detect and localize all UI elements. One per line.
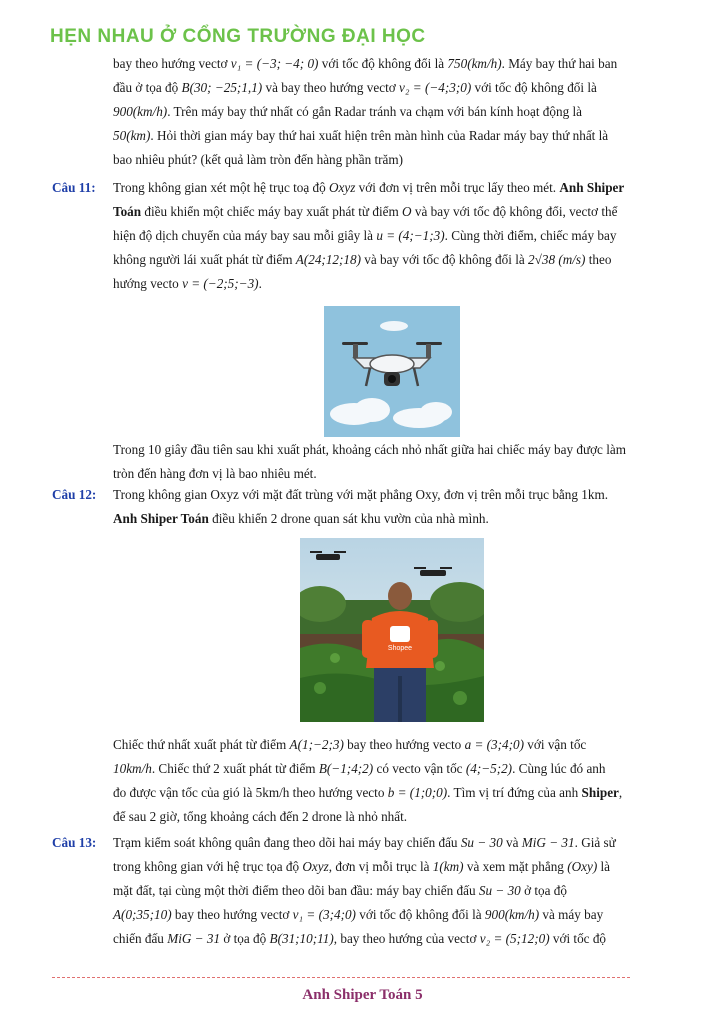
intro-line-1: bay theo hướng vectơ v₁ = (−3; −4; 0) với tốc độ không đổi là 750(km/h). Máy bay thứ hai ban (113, 56, 618, 71)
shirt-brand-text: Shopee (387, 645, 413, 652)
question-12-text: Trong không gian Oxyz với mặt đất trùng với mặt phẳng Oxy, đơn vị trên mỗi trục bằng 1km. Anh Shiper Toán điều khiển 2 drone quan sát khu vườn của nhà mình. (113, 487, 609, 526)
intro-line-4: 50(km). Hỏi thời gian máy bay thứ hai xuất hiện trên màn hình của Radar máy bay thứ nhất là (113, 128, 609, 143)
garden-drone-photo-svg (300, 538, 484, 722)
page-header-title: HẸN NHAU Ở CỔNG TRƯỜNG ĐẠI HỌC (50, 26, 426, 47)
drone-illustration-svg (324, 306, 460, 437)
intro-paragraph (113, 52, 672, 172)
question-12-body: Chiếc thứ nhất xuất phát từ điểm A(1;−2;3) bay theo hướng vecto a = (3;4;0) với vận tốc 10km/h. Chiếc thứ 2 xuất phát từ điểm B(−1;4;2) có vecto vận tốc (4;−5;2). Cùng lúc đó anh đo được vận tốc của gió là 5km/h theo hướng vecto b = (1;0;0). Tìm vị trí đứng của anh Shiper, để sau 2 giờ, tổng khoảng cách đến 2 drone là nhỏ nhất. (113, 737, 623, 824)
footer-title: Anh Shiper Toán 5 (302, 987, 423, 1003)
intro-line-5: bao nhiêu phút? (kết quả làm tròn đến hàng phần trăm) (113, 152, 404, 167)
footer-divider (52, 977, 630, 978)
question-12-label: Câu 12: (52, 487, 97, 502)
question-11-label: Câu 11: (52, 180, 96, 195)
intro-line-3: 900(km/h). Trên máy bay thứ nhất có gắn Radar tránh va chạm với bán kính hoạt động là (113, 104, 582, 119)
intro-line-2: đầu ở tọa độ B(30; −25;1,1) và bay theo hướng vectơ v₂ = (−4;3;0) với tốc độ không đổi là (113, 80, 597, 95)
question-13-label: Câu 13: (52, 835, 97, 850)
question-13-text: Trạm kiểm soát không quân đang theo dõi hai máy bay chiến đấu Su − 30 và MiG − 31. Giả sử trong không gian với hệ trục tọa độ Oxyz, đơn vị mỗi trục là 1(km) và xem mặt phẳng (Oxy) là mặt đất, tại cùng một thời điểm theo dõi ban đầu: máy bay chiến đấu Su − 30 ở tọa độ A(0;35;10) bay theo hướng vectơ v₁ = (3;4;0) với tốc độ không đổi là 900(km/h) và máy bay chiến đấu MiG − 31 ở tọa độ B(31;10;11), bay theo hướng của vectơ v₂ = (5;12;0) với tốc độ (113, 835, 616, 946)
drone-illustration (324, 306, 460, 437)
garden-drone-photo (300, 538, 484, 722)
question-11-text: Trong không gian xét một hệ trục toạ độ Oxyz với đơn vị trên mỗi trục lấy theo mét. Anh Shiper Toán điều khiển một chiếc máy bay xuất phát từ điểm O và bay với tốc độ không đổi, vectơ thể hiện độ dịch chuyển của máy bay sau mỗi giây là u = (4;−1;3). Cùng thời điểm, chiếc máy bay không người lái xuất phát từ điểm A(24;12;18) và bay với tốc độ không đổi là 2√38 (m/s) theo hướng vecto v = (−2;5;−3). (113, 180, 625, 291)
question-11-followup: Trong 10 giây đầu tiên sau khi xuất phát, khoảng cách nhỏ nhất giữa hai chiếc máy bay được làm tròn đến hàng đơn vị là bao nhiêu mét. (113, 442, 626, 481)
